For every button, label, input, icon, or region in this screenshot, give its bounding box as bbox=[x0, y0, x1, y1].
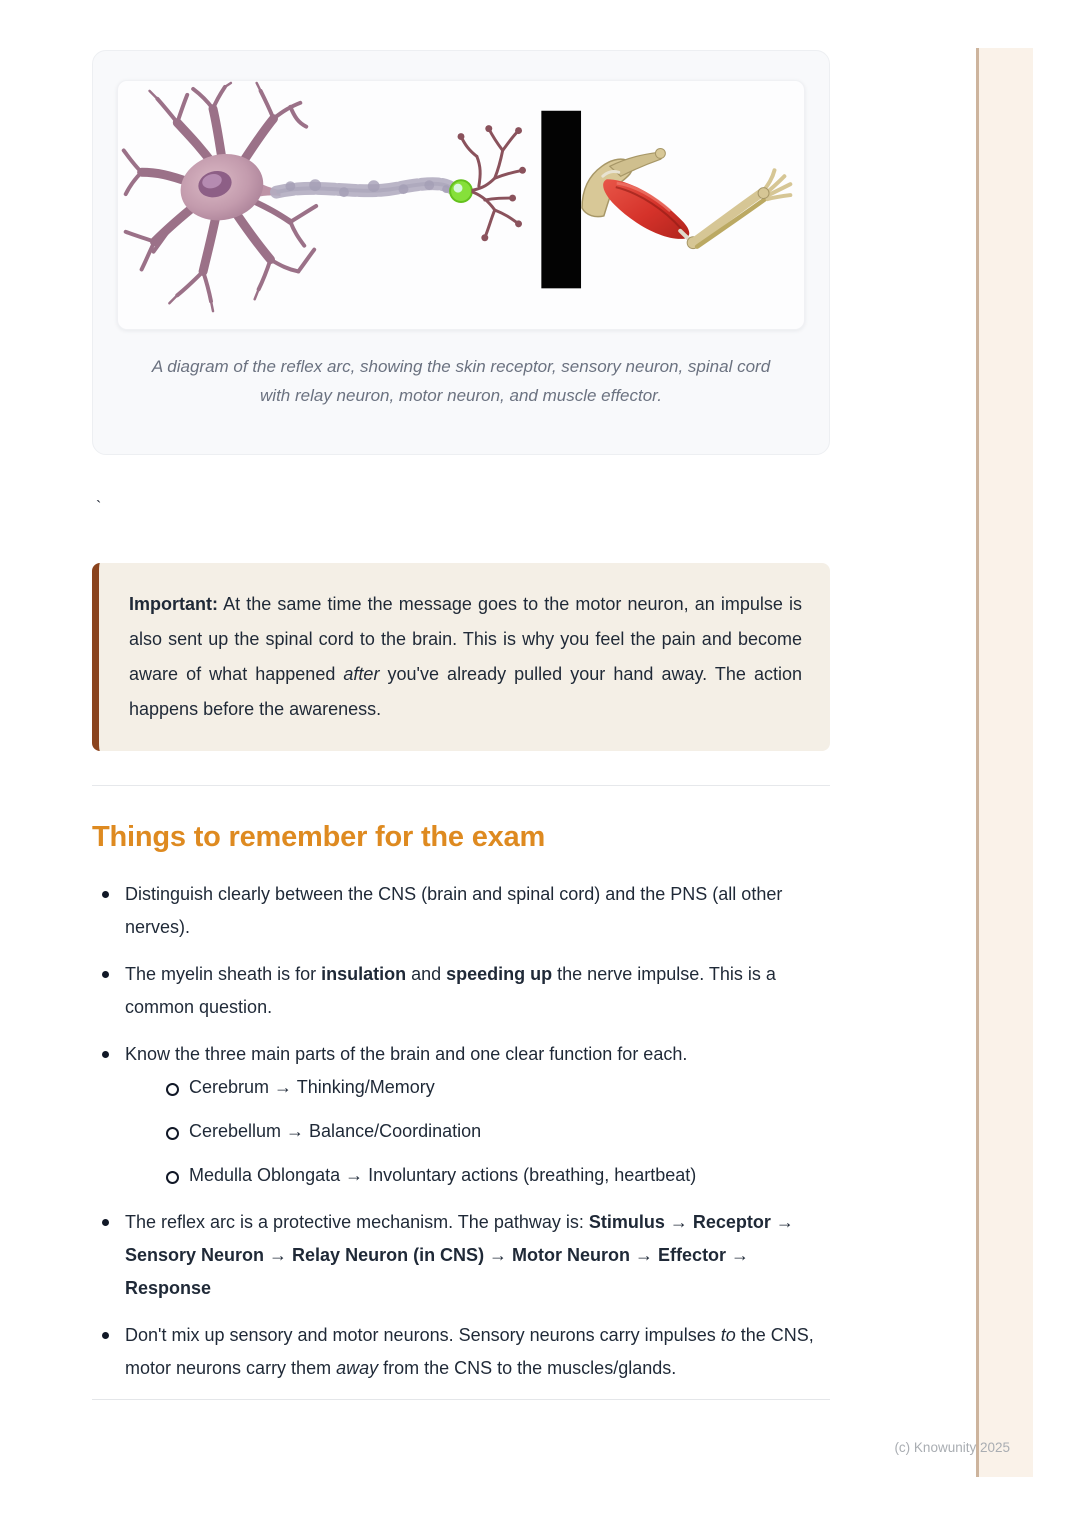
bottom-divider bbox=[92, 1399, 830, 1400]
list-item: The myelin sheath is for insulation and speeding up the nerve impulse. This is a common question. bbox=[92, 958, 830, 1024]
spinal-cord-bar-icon bbox=[541, 111, 581, 289]
sublist-item: Medulla Oblongata → Involuntary actions (breathing, heartbeat) bbox=[158, 1159, 830, 1192]
important-callout bbox=[92, 563, 830, 751]
figure-caption: A diagram of the reflex arc, showing the skin receptor, sensory neuron, spinal cord with relay neuron, motor neuron, and muscle effector. bbox=[151, 357, 771, 405]
sublist-item: Cerebellum → Balance/Coordination bbox=[158, 1115, 830, 1148]
document-content bbox=[92, 0, 830, 1400]
list-item: The reflex arc is a protective mechanism. The pathway is: Stimulus → Receptor → Sensory Neuron → Relay Neuron (in CNS) → Motor Neuron → Effector → Response bbox=[92, 1206, 830, 1305]
list-item bbox=[92, 1038, 830, 1192]
synapse-dot-icon bbox=[450, 180, 472, 202]
forearm-bone-icon bbox=[693, 192, 762, 243]
list-item: Distinguish clearly between the CNS (brain and spinal cord) and the PNS (all other nerves). bbox=[92, 878, 830, 944]
myelin-sheath-icon bbox=[276, 179, 455, 197]
footer-credit: (c) Knowunity 2025 bbox=[894, 1440, 1010, 1455]
section-divider bbox=[92, 785, 830, 786]
stray-backtick: ` bbox=[96, 499, 102, 516]
axon-terminals-icon bbox=[461, 129, 523, 238]
list-item-text: Know the three main parts of the brain and one clear function for each. bbox=[125, 1044, 688, 1064]
important-callout-text: Important: At the same time the message goes to the motor neuron, an impulse is also sent up the spinal cord to the brain. This is why you feel the pain and become aware of what happened after you've already pulled your hand away. The action happens before the awareness. bbox=[129, 594, 802, 719]
page-side-stripe bbox=[976, 48, 1033, 1477]
brain-parts-sublist bbox=[158, 1071, 830, 1192]
reflex-arc-image bbox=[117, 80, 805, 330]
section-heading: Things to remember for the exam bbox=[92, 821, 546, 853]
reflex-arc-illustration bbox=[118, 81, 804, 329]
sublist-item: Cerebrum → Thinking/Memory bbox=[158, 1071, 830, 1104]
reflex-arc-figure-card bbox=[92, 50, 830, 455]
arm-muscle-effector-icon bbox=[582, 148, 790, 248]
exam-tips-list bbox=[92, 878, 830, 1385]
list-item: Don't mix up sensory and motor neurons. Sensory neurons carry impulses to the CNS, motor neurons carry them away from the CNS to the muscles/glands. bbox=[92, 1319, 830, 1385]
